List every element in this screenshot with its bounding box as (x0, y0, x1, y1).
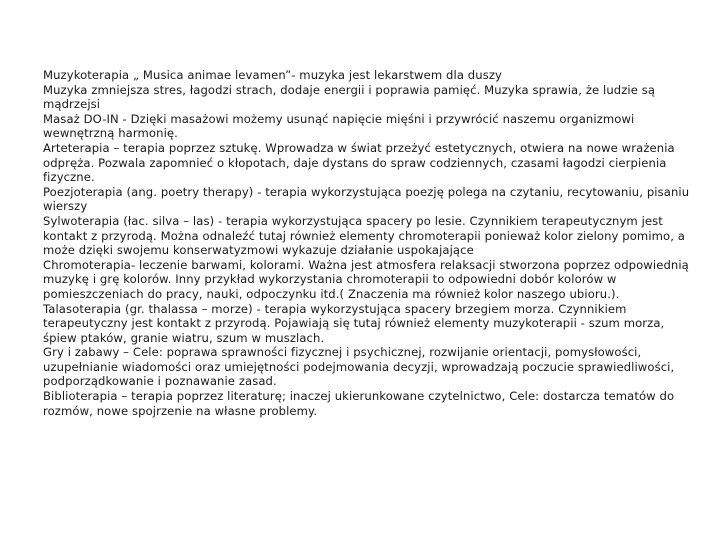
paragraph-chromoterapia: Chromoterapia- leczenie barwami, kolorami. Ważna jest atmosfera relaksacji stworzona poprzez odpowiednią muzykę i grę kolorów. Inny przykład wykorzystania chromoterapii to odpowiedni dobór kolorów w pomieszczeniach do pracy, nauki, odpoczynku itd.( Znaczenia ma również kolor naszego ubioru.). (43, 257, 689, 301)
paragraph-gry-i-zabawy: Gry i zabawy – Cele: poprawa sprawności fizycznej i psychicznej, rozwijanie orientacji, pomysłowości, uzupełnianie wiadomości oraz umiejętności podejmowania decyzji, wprowadzają poczucie sprawiedliwości, podporządkowanie i poznawanie zasad. (43, 345, 675, 389)
paragraph-muzyka: Muzyka zmniejsza stres, łagodzi strach, dodaje energii i poprawia pamięć. Muzyka sprawia, że ludzie są mądrzejsi (43, 82, 656, 112)
paragraph-masaz: Masaż DO-IN - Dzięki masażowi możemy usunąć napięcie mięśni i przywrócić naszemu organizmowi wewnętrzną harmonię. (43, 111, 635, 141)
paragraph-muzykoterapia: Muzykoterapia „ Musica animae levamen”- muzyka jest lekarstwem dla duszy (43, 68, 502, 82)
paragraph-arteterapia: Arteterapia – terapia poprzez sztukę. Wprowadza w świat przeżyć estetycznych, otwiera na nowe wrażenia odpręża. Pozwala zapomnieć o kłopotach, daje dystans do spraw codziennych, czasami łagodzi cierpienia fizyczne. (43, 140, 675, 185)
paragraph-biblioterapia: Biblioterapia – terapia poprzez literaturę; inaczej ukierunkowane czytelnictwo, Cele: dostarcza tematów do rozmów, nowe spojrzenie na własne problemy. (43, 389, 675, 418)
slide-text-block (43, 68, 693, 418)
paragraph-sylwoterapia: Sylwoterapia (łac. silva – las) - terapia wykorzystująca spacery po lesie. Czynnikiem terapeutycznym jest kontakt z przyrodą. Można odnaleźć tutaj również elementy chromoterapii ponieważ kolor zielony pomimo, a może dzięki swojemu konserwatyzmowi wykazuje działanie uspokajające (43, 213, 686, 258)
paragraph-poezjoterapia: Poezjoterapia (ang. poetry therapy) - terapia wykorzystująca poezję polega na czytaniu, recytowaniu, pisaniu wierszy (43, 184, 690, 214)
paragraph-talasoterapia: Talasoterapia (gr. thalassa – morze) - terapia wykorzystująca spacery brzegiem morza. Czynnikiem terapeutyczny jest kontakt z przyrodą. Pojawiają się tutaj również elementy muzykoterapii - szum morza, śpiew ptaków, granie wiatru, szum w muszlach. (43, 301, 665, 345)
